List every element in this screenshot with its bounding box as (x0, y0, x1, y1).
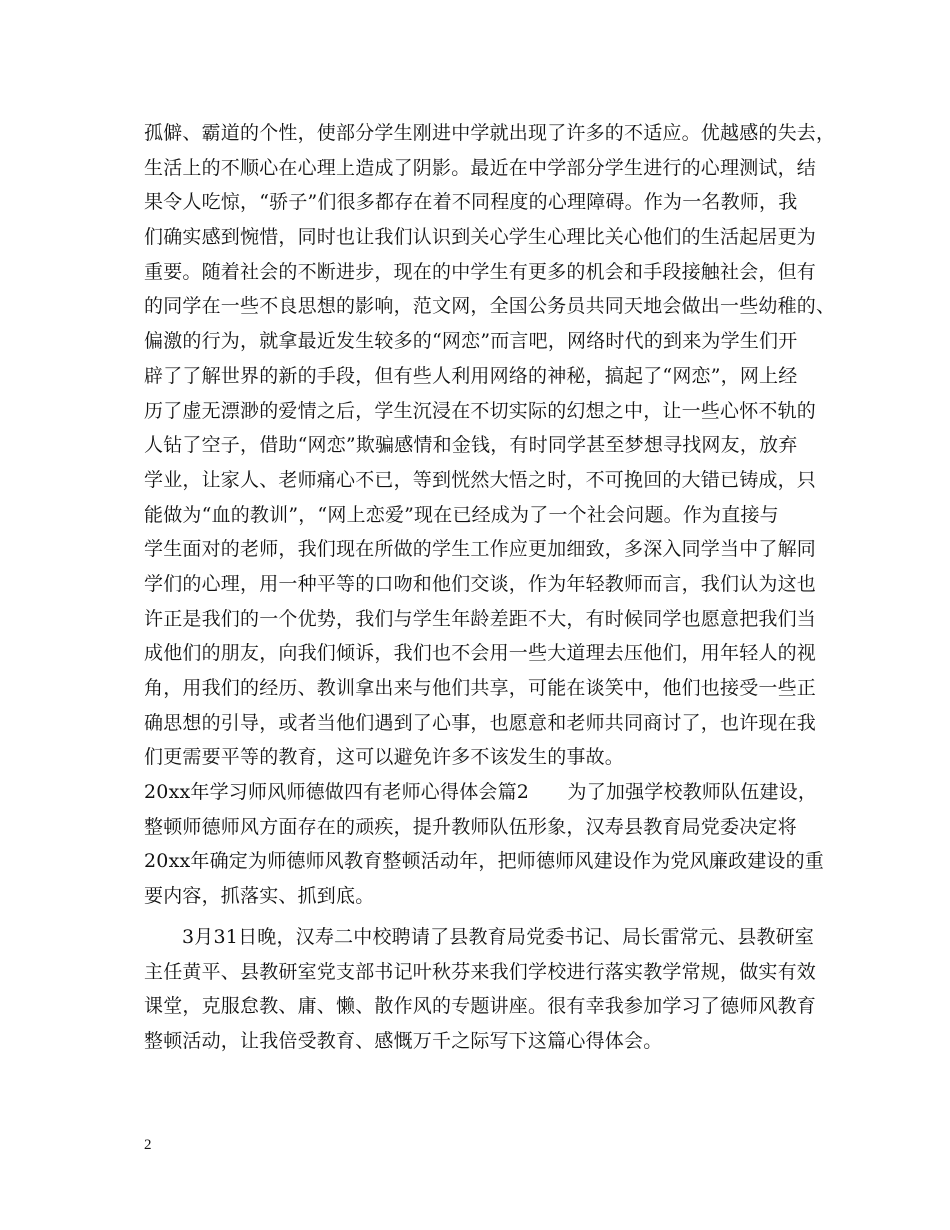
text-line: 课堂，克服怠教、庸、懒、散作风的专题讲座。很有幸我参加学习了德师风教育 (144, 995, 817, 1018)
text-line: 们更需要平等的教育，这可以避免许多不该发生的事故。 (144, 746, 625, 769)
text-line: 许正是我们的一个优势，我们与学生年龄差距不大，有时候同学也愿意把我们当 (144, 607, 817, 630)
text-line: 学生面对的老师，我们现在所做的学生工作应更加细致，多深入同学当中了解同 (144, 538, 817, 561)
text-line: 主任黄平、县教研室党支部书记叶秋芬来我们学校进行落实教学常规，做实有效 (144, 960, 817, 983)
text-line: 确思想的引导，或者当他们遇到了心事，也愿意和老师共同商讨了，也许现在我 (144, 711, 817, 734)
document-body (144, 116, 836, 1059)
text-line: 学业，让家人、老师痛心不已，等到恍然大悟之时，不可挽回的大错已铸成，只 (144, 468, 817, 491)
text-line: 学们的心理，用一种平等的口吻和他们交谈，作为年轻教师而言，我们认为这也 (144, 572, 817, 595)
text-line: 20xx年确定为师德师风教育整顿活动年，把师德师风建设作为党风廉政建设的重 (144, 850, 825, 873)
text-line: 成他们的朋友，向我们倾诉，我们也不会用一些大道理去压他们，用年轻人的视 (144, 642, 817, 665)
text-line: 果令人吃惊，“骄子”们很多都存在着不同程度的心理障碍。作为一名教师，我 (144, 191, 798, 214)
text-line: 人钻了空子，借助“网恋”欺骗感情和金钱，有时同学甚至梦想寻找网友，放弃 (144, 434, 798, 457)
text-line: 们确实感到惋惜，同时也让我们认识到关心学生心理比关心他们的生活起居更为 (144, 226, 817, 249)
text-line: 整顿活动，让我倍受教育、感慨万千之际写下这篇心得体会。 (144, 1029, 663, 1052)
text-line: 角，用我们的经历、教训拿出来与他们共享，可能在谈笑中，他们也接受一些正 (144, 677, 817, 699)
text-line: 历了虚无漂渺的爱情之后，学生沉浸在不切实际的幻想之中，让一些心怀不轨的 (144, 399, 817, 422)
text-line: 能做为“血的教训”，“网上恋爱”现在已经成为了一个社会问题。作为直接与 (144, 503, 779, 526)
section-heading-line: 20xx年学习师风师德做四有老师心得体会篇2 为了加强学校教师队伍建设， (144, 781, 818, 804)
text-line: 孤僻、霸道的个性，使部分学生刚进中学就出现了许多的不适应。优越感的失去， (144, 122, 836, 144)
paragraph-lecture (144, 920, 824, 1059)
text-line: 整顿师德师风方面存在的顽疾，提升教师队伍形象，汉寿县教育局党委决定将 (144, 815, 797, 838)
text-line: 要内容，抓落实、抓到底。 (144, 885, 375, 908)
page-number: 2 (144, 1137, 152, 1153)
text-line: 重要。随着社会的不断进步，现在的中学生有更多的机会和手段接触社会，但有 (144, 260, 817, 283)
text-line: 的同学在一些不良思想的影响，范文网，全国公务员共同天地会做出一些幼稚的、 (144, 295, 836, 318)
paragraph-heading-section (144, 775, 824, 914)
paragraph-continuation (144, 116, 836, 775)
text-line: 3月31日晚，汉寿二中校聘请了县教育局党委书记、局长雷常元、县教研室 (182, 925, 815, 948)
text-line: 辟了了解世界的新的手段，但有些人利用网络的神秘，搞起了“网恋”，网上经 (144, 364, 798, 387)
text-line: 偏激的行为，就拿最近发生较多的“网恋”而言吧，网络时代的到来为学生们开 (144, 330, 798, 353)
text-line: 生活上的不顺心在心理上造成了阴影。最近在中学部分学生进行的心理测试，结 (144, 156, 817, 179)
